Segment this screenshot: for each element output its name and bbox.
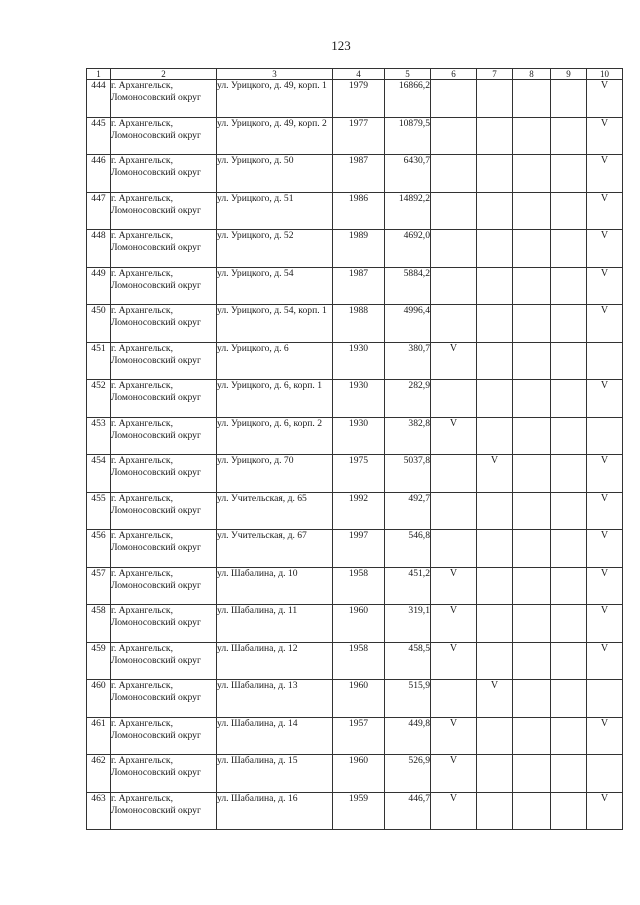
total-area: 546,8: [385, 530, 431, 568]
street-address: ул. Урицкого, д. 6: [217, 342, 333, 380]
header-row: [87, 69, 623, 80]
mark-col-9: [551, 155, 587, 193]
table-row: [87, 567, 623, 605]
settlement-district: г. Архангельск, Ломоносовский округ: [111, 117, 217, 155]
mark-col-10: V: [587, 642, 623, 680]
mark-col-8: [513, 342, 551, 380]
mark-col-8: [513, 455, 551, 493]
build-year: 1992: [333, 492, 385, 530]
mark-col-6: [431, 680, 477, 718]
table-row: [87, 530, 623, 568]
mark-col-7: [477, 380, 513, 418]
row-number: 452: [87, 380, 111, 418]
row-number: 447: [87, 192, 111, 230]
build-year: 1989: [333, 230, 385, 268]
page-number: 123: [331, 38, 351, 53]
mark-col-6: [431, 267, 477, 305]
row-number: 454: [87, 455, 111, 493]
mark-col-6: V: [431, 755, 477, 793]
mark-col-6: V: [431, 342, 477, 380]
mark-col-8: [513, 117, 551, 155]
settlement-district: г. Архангельск, Ломоносовский округ: [111, 530, 217, 568]
settlement-district: г. Архангельск, Ломоносовский округ: [111, 192, 217, 230]
street-address: ул. Шабалина, д. 15: [217, 755, 333, 793]
build-year: 1988: [333, 305, 385, 343]
mark-col-8: [513, 567, 551, 605]
mark-col-8: [513, 155, 551, 193]
mark-col-8: [513, 755, 551, 793]
mark-col-9: [551, 755, 587, 793]
table-row: [87, 380, 623, 418]
table-row: [87, 792, 623, 830]
mark-col-8: [513, 605, 551, 643]
row-number: 444: [87, 80, 111, 118]
row-number: 460: [87, 680, 111, 718]
table-row: [87, 80, 623, 118]
street-address: ул. Шабалина, д. 16: [217, 792, 333, 830]
column-header: 5: [385, 69, 431, 80]
street-address: ул. Учительская, д. 65: [217, 492, 333, 530]
table-header: [87, 69, 623, 80]
mark-col-9: [551, 80, 587, 118]
mark-col-10: [587, 417, 623, 455]
settlement-district: г. Архангельск, Ломоносовский округ: [111, 567, 217, 605]
mark-col-7: [477, 80, 513, 118]
table-row: [87, 605, 623, 643]
street-address: ул. Урицкого, д. 6, корп. 2: [217, 417, 333, 455]
row-number: 449: [87, 267, 111, 305]
mark-col-7: [477, 792, 513, 830]
settlement-district: г. Архангельск, Ломоносовский округ: [111, 80, 217, 118]
mark-col-8: [513, 305, 551, 343]
mark-col-10: V: [587, 80, 623, 118]
mark-col-6: V: [431, 417, 477, 455]
build-year: 1958: [333, 642, 385, 680]
mark-col-10: V: [587, 530, 623, 568]
mark-col-10: V: [587, 792, 623, 830]
mark-col-9: [551, 192, 587, 230]
table-row: [87, 342, 623, 380]
table-row: [87, 417, 623, 455]
mark-col-10: V: [587, 230, 623, 268]
total-area: 446,7: [385, 792, 431, 830]
mark-col-7: [477, 305, 513, 343]
total-area: 451,2: [385, 567, 431, 605]
mark-col-9: [551, 342, 587, 380]
settlement-district: г. Архангельск, Ломоносовский округ: [111, 380, 217, 418]
settlement-district: г. Архангельск, Ломоносовский округ: [111, 230, 217, 268]
table-row: [87, 267, 623, 305]
build-year: 1930: [333, 380, 385, 418]
settlement-district: г. Архангельск, Ломоносовский округ: [111, 342, 217, 380]
street-address: ул. Шабалина, д. 11: [217, 605, 333, 643]
mark-col-9: [551, 642, 587, 680]
build-year: 1987: [333, 155, 385, 193]
total-area: 492,7: [385, 492, 431, 530]
total-area: 458,5: [385, 642, 431, 680]
total-area: 282,9: [385, 380, 431, 418]
mark-col-9: [551, 455, 587, 493]
mark-col-9: [551, 717, 587, 755]
table-row: [87, 192, 623, 230]
build-year: 1987: [333, 267, 385, 305]
row-number: 451: [87, 342, 111, 380]
mark-col-7: [477, 642, 513, 680]
mark-col-6: V: [431, 567, 477, 605]
row-number: 450: [87, 305, 111, 343]
mark-col-10: [587, 342, 623, 380]
total-area: 14892,2: [385, 192, 431, 230]
mark-col-9: [551, 305, 587, 343]
mark-col-7: [477, 155, 513, 193]
table-row: [87, 717, 623, 755]
mark-col-9: [551, 680, 587, 718]
total-area: 449,8: [385, 717, 431, 755]
street-address: ул. Урицкого, д. 70: [217, 455, 333, 493]
mark-col-8: [513, 267, 551, 305]
mark-col-10: V: [587, 155, 623, 193]
row-number: 463: [87, 792, 111, 830]
mark-col-8: [513, 80, 551, 118]
mark-col-7: [477, 230, 513, 268]
mark-col-10: V: [587, 605, 623, 643]
total-area: 6430,7: [385, 155, 431, 193]
row-number: 453: [87, 417, 111, 455]
mark-col-8: [513, 680, 551, 718]
build-year: 1930: [333, 342, 385, 380]
mark-col-9: [551, 605, 587, 643]
build-year: 1957: [333, 717, 385, 755]
mark-col-9: [551, 492, 587, 530]
build-year: 1997: [333, 530, 385, 568]
mark-col-10: V: [587, 117, 623, 155]
table-body: [87, 80, 623, 830]
mark-col-10: [587, 680, 623, 718]
street-address: ул. Урицкого, д. 50: [217, 155, 333, 193]
row-number: 446: [87, 155, 111, 193]
settlement-district: г. Архангельск, Ломоносовский округ: [111, 455, 217, 493]
build-year: 1975: [333, 455, 385, 493]
mark-col-7: [477, 267, 513, 305]
street-address: ул. Урицкого, д. 6, корп. 1: [217, 380, 333, 418]
mark-col-6: [431, 530, 477, 568]
mark-col-8: [513, 717, 551, 755]
mark-col-7: [477, 605, 513, 643]
table-row: [87, 117, 623, 155]
settlement-district: г. Архангельск, Ломоносовский округ: [111, 305, 217, 343]
table-row: [87, 492, 623, 530]
mark-col-8: [513, 792, 551, 830]
mark-col-9: [551, 530, 587, 568]
total-area: 16866,2: [385, 80, 431, 118]
mark-col-8: [513, 192, 551, 230]
column-header: 2: [111, 69, 217, 80]
column-header: 3: [217, 69, 333, 80]
mark-col-7: [477, 117, 513, 155]
mark-col-6: [431, 380, 477, 418]
column-header: 6: [431, 69, 477, 80]
build-year: 1960: [333, 755, 385, 793]
mark-col-8: [513, 230, 551, 268]
build-year: 1979: [333, 80, 385, 118]
mark-col-6: [431, 155, 477, 193]
street-address: ул. Шабалина, д. 12: [217, 642, 333, 680]
mark-col-7: [477, 192, 513, 230]
mark-col-10: V: [587, 567, 623, 605]
total-area: 4996,4: [385, 305, 431, 343]
mark-col-10: [587, 755, 623, 793]
row-number: 462: [87, 755, 111, 793]
settlement-district: г. Архангельск, Ломоносовский округ: [111, 792, 217, 830]
mark-col-6: V: [431, 792, 477, 830]
mark-col-6: V: [431, 605, 477, 643]
table-row: [87, 155, 623, 193]
mark-col-9: [551, 792, 587, 830]
mark-col-8: [513, 417, 551, 455]
total-area: 319,1: [385, 605, 431, 643]
mark-col-6: [431, 455, 477, 493]
column-header: 10: [587, 69, 623, 80]
mark-col-7: V: [477, 455, 513, 493]
column-header: 4: [333, 69, 385, 80]
mark-col-7: [477, 417, 513, 455]
row-number: 461: [87, 717, 111, 755]
mark-col-9: [551, 230, 587, 268]
mark-col-7: [477, 755, 513, 793]
street-address: ул. Шабалина, д. 14: [217, 717, 333, 755]
mark-col-7: [477, 717, 513, 755]
street-address: ул. Шабалина, д. 13: [217, 680, 333, 718]
mark-col-8: [513, 642, 551, 680]
street-address: ул. Учительская, д. 67: [217, 530, 333, 568]
total-area: 526,9: [385, 755, 431, 793]
build-year: 1986: [333, 192, 385, 230]
build-year: 1930: [333, 417, 385, 455]
mark-col-7: [477, 492, 513, 530]
row-number: 459: [87, 642, 111, 680]
mark-col-10: V: [587, 192, 623, 230]
row-number: 448: [87, 230, 111, 268]
total-area: 4692,0: [385, 230, 431, 268]
total-area: 5884,2: [385, 267, 431, 305]
mark-col-10: V: [587, 717, 623, 755]
mark-col-9: [551, 567, 587, 605]
mark-col-8: [513, 530, 551, 568]
build-year: 1958: [333, 567, 385, 605]
column-header: 7: [477, 69, 513, 80]
mark-col-9: [551, 417, 587, 455]
mark-col-10: V: [587, 380, 623, 418]
mark-col-7: [477, 342, 513, 380]
table-row: [87, 755, 623, 793]
table-row: [87, 230, 623, 268]
total-area: 5037,8: [385, 455, 431, 493]
settlement-district: г. Архангельск, Ломоносовский округ: [111, 155, 217, 193]
column-header: 8: [513, 69, 551, 80]
street-address: ул. Шабалина, д. 10: [217, 567, 333, 605]
mark-col-9: [551, 117, 587, 155]
total-area: 382,8: [385, 417, 431, 455]
mark-col-6: [431, 192, 477, 230]
row-number: 456: [87, 530, 111, 568]
street-address: ул. Урицкого, д. 51: [217, 192, 333, 230]
row-number: 455: [87, 492, 111, 530]
mark-col-9: [551, 380, 587, 418]
mark-col-7: [477, 567, 513, 605]
settlement-district: г. Архангельск, Ломоносовский округ: [111, 680, 217, 718]
settlement-district: г. Архангельск, Ломоносовский округ: [111, 605, 217, 643]
settlement-district: г. Архангельск, Ломоносовский округ: [111, 717, 217, 755]
mark-col-10: V: [587, 492, 623, 530]
build-year: 1960: [333, 605, 385, 643]
column-header: 1: [87, 69, 111, 80]
row-number: 458: [87, 605, 111, 643]
housing-registry-table: [86, 68, 623, 830]
street-address: ул. Урицкого, д. 49, корп. 2: [217, 117, 333, 155]
mark-col-6: [431, 305, 477, 343]
mark-col-6: [431, 117, 477, 155]
mark-col-8: [513, 492, 551, 530]
row-number: 457: [87, 567, 111, 605]
total-area: 380,7: [385, 342, 431, 380]
mark-col-6: [431, 80, 477, 118]
mark-col-6: V: [431, 717, 477, 755]
mark-col-7: V: [477, 680, 513, 718]
table-row: [87, 305, 623, 343]
mark-col-7: [477, 530, 513, 568]
column-header: 9: [551, 69, 587, 80]
mark-col-10: V: [587, 267, 623, 305]
total-area: 10879,5: [385, 117, 431, 155]
settlement-district: г. Архангельск, Ломоносовский округ: [111, 755, 217, 793]
settlement-district: г. Архангельск, Ломоносовский округ: [111, 417, 217, 455]
settlement-district: г. Архангельск, Ломоносовский округ: [111, 267, 217, 305]
mark-col-10: V: [587, 455, 623, 493]
mark-col-6: [431, 230, 477, 268]
mark-col-6: [431, 492, 477, 530]
table-row: [87, 680, 623, 718]
build-year: 1959: [333, 792, 385, 830]
mark-col-6: V: [431, 642, 477, 680]
mark-col-9: [551, 267, 587, 305]
street-address: ул. Урицкого, д. 49, корп. 1: [217, 80, 333, 118]
mark-col-8: [513, 380, 551, 418]
row-number: 445: [87, 117, 111, 155]
table-row: [87, 642, 623, 680]
settlement-district: г. Архангельск, Ломоносовский округ: [111, 492, 217, 530]
table-row: [87, 455, 623, 493]
total-area: 515,9: [385, 680, 431, 718]
street-address: ул. Урицкого, д. 52: [217, 230, 333, 268]
street-address: ул. Урицкого, д. 54: [217, 267, 333, 305]
mark-col-10: V: [587, 305, 623, 343]
build-year: 1977: [333, 117, 385, 155]
build-year: 1960: [333, 680, 385, 718]
settlement-district: г. Архангельск, Ломоносовский округ: [111, 642, 217, 680]
street-address: ул. Урицкого, д. 54, корп. 1: [217, 305, 333, 343]
